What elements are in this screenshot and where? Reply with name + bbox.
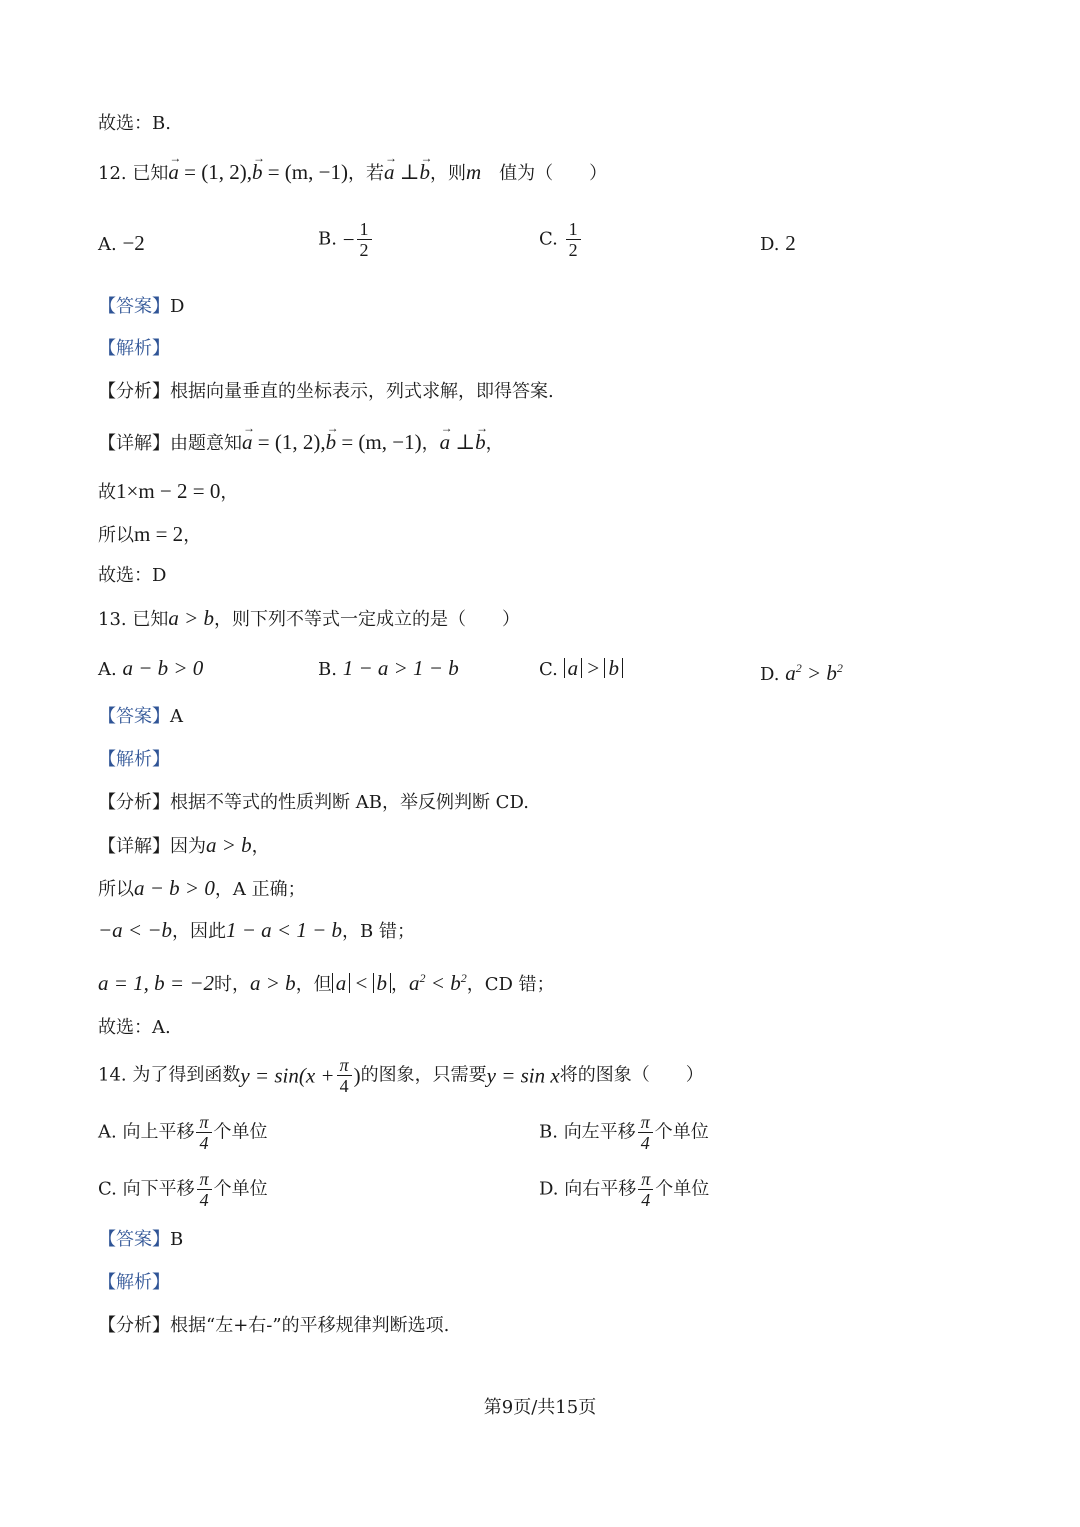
- q13-fenxi: 【分析】根据不等式的性质判断 AB，举反例判断 CD.: [98, 792, 529, 813]
- q13-option-a: A. a − b > 0: [98, 656, 204, 680]
- q14-option-a: A. 向上平移 $\frac{\pi}{4}$ 个单位: [98, 1112, 268, 1153]
- q13-option-c: C. a > b: [539, 656, 623, 682]
- q14-option-d: D. 向右平移 $\frac{\pi}{4}$ 个单位: [539, 1169, 710, 1210]
- q13-step1: 所以a − b > 0，A 正确；: [98, 876, 306, 900]
- q13-stem: 13. 已知a > b，则下列不等式一定成立的是（ ）: [98, 606, 521, 630]
- q12-answer: 【答案】D: [98, 296, 185, 317]
- q13-analysis-label: 【解析】: [98, 749, 170, 770]
- q12-final-answer: 故选：D: [98, 565, 167, 586]
- q12-option-d: D. 2: [760, 231, 796, 255]
- q13-step3: a = 1, b = −2时，a > b，但 a < b ，$a^2 < b^2$，CD 错；: [98, 971, 555, 995]
- q14-answer: 【答案】B: [98, 1229, 184, 1250]
- q14-stem: 14. 为了得到函数y = sin(x + $\frac{\pi}{4}$ )的图象，只需要y = sin x将的图象（ ）: [98, 1055, 704, 1096]
- q13-final-answer: 故选：A.: [98, 1017, 171, 1038]
- q14-analysis-label: 【解析】: [98, 1272, 170, 1293]
- q13-step2: −a < −b，因此1 − a < 1 − b，B 错；: [98, 918, 415, 942]
- q13-option-d: D. $a^2 > b^2$: [760, 661, 843, 685]
- q13-xiangjie: 【详解】因为a > b，: [98, 833, 270, 857]
- q14-option-c: C. 向下平移 $\frac{\pi}{4}$ 个单位: [98, 1169, 268, 1210]
- q12-option-c: C. $\frac{1}{2}$: [539, 219, 583, 260]
- q12-analysis-label: 【解析】: [98, 338, 170, 359]
- q12-fenxi: 【分析】根据向量垂直的坐标表示，列式求解，即得答案.: [98, 381, 554, 402]
- q14-fenxi: 【分析】根据“左+右-”的平移规律判断选项.: [98, 1315, 450, 1336]
- q13-option-b: B. 1 − a > 1 − b: [318, 656, 459, 680]
- q12-step1: 故1×m − 2 = 0，: [98, 479, 239, 503]
- q12-option-b: B. − $\frac{1}{2}$: [318, 219, 374, 260]
- q12-option-a: A. −2: [98, 231, 145, 255]
- page-footer: 第9页/共15页: [483, 1397, 597, 1418]
- q12-step2: 所以m = 2，: [98, 522, 202, 546]
- q11-final-answer: 故选：B.: [98, 113, 171, 134]
- q13-answer: 【答案】A: [98, 706, 183, 727]
- q14-option-b: B. 向左平移 $\frac{\pi}{4}$ 个单位: [539, 1112, 709, 1153]
- q12-stem: 12. 已知a → = (1, 2),b → = (m, −1)，若a → ⊥b →，则m 值为（ ）: [98, 160, 607, 186]
- q12-xiangjie: 【详解】由题意知a → = (1, 2),b → = (m, −1)，a → ⊥b →，: [98, 430, 504, 456]
